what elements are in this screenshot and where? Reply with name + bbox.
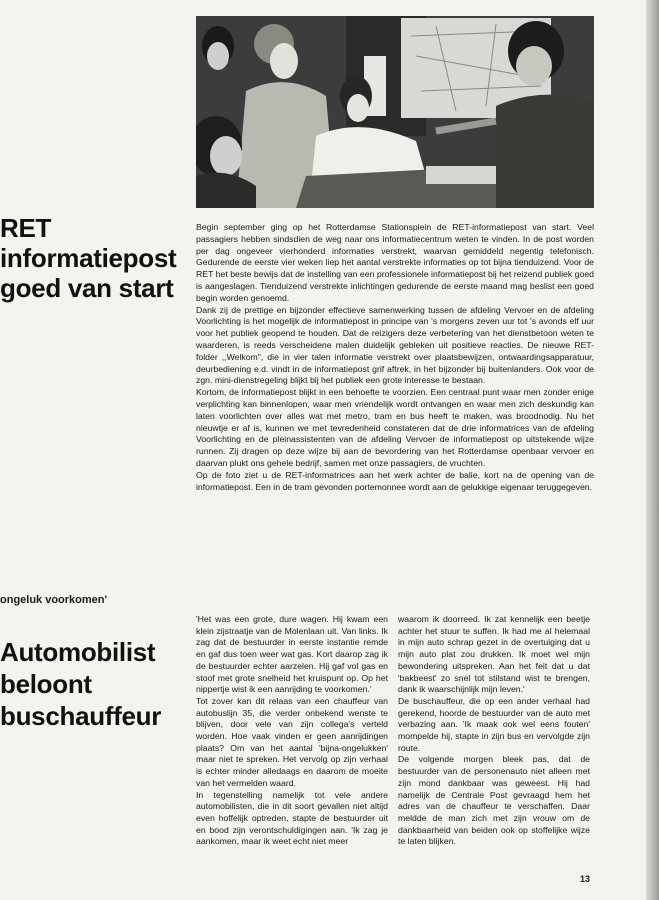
article2-kicker: ongeluk voorkomen'	[0, 594, 108, 606]
article-photo	[196, 16, 594, 208]
article1-paragraph: Dank zij de prettige en bijzonder effectieve samenwerking tussen de afdeling Vervoer en de afdeling Voorlichting is het mogelijk de informatiepost in principe van 's morgens zeven uur tot 's avonds elf uur voor het publiek geopend te houden. Dat de reizigers deze verbetering van het dienstbetoon weten te waarderen, is reeds verscheidene malen duidelijk gebleken uit positieve reacties. De nieuwe RET-folder ,,Welkom", die in vier talen informatie verstrekt over plaatsbewijzen, ontwaardingsapparatuur, deurbediening e.d. vindt in de informatiepost grif aftrek, in het bijzonder bij buitenlanders. Ook voor de zgn. mini-dienstregeling blijkt bij het publiek een grote interesse te bestaan.	[196, 304, 594, 386]
article2-column-1	[196, 614, 388, 848]
article1-paragraph: Op de foto ziet u de RET-informatrices aan het werk achter de balie, kort na de opening van de informatiepost. Een in de tram gevonden portemonnee wordt aan de gelukkige eigenaar teruggegeven.	[196, 469, 594, 492]
article2-paragraph: In tegenstelling namelijk tot vele andere automobilisten, die in dit soort gevallen niet altijd even hoffelijk optreden, stapte de bestuurder uit en bood zijn verontschuldigingen aan. 'Ik zag je aankomen, maar ik weet echt niet meer	[196, 789, 388, 847]
article2-paragraph: 'Het was een grote, dure wagen. Hij kwam een klein zijstraatje van de Molenlaan uit. Van links. Ik zag dat de bestuurder in eerste instantie remde en gaf dus toen weer wat gas. Kort daarop zag ik de bestuurder echter aarzelen. Hij gaf vol gas en stoof met grote snelheid het kruispunt op. Op het nippertje wist ik een aanrijding te voorkomen.'	[196, 614, 388, 695]
page-number: 13	[580, 874, 591, 884]
article2-column-2	[398, 614, 590, 848]
article2-paragraph: Tot zover kan dit relaas van een chauffeur van autobuslijn 35, die verder onbekend wenste te blijven, door vele van zijn collega's verteld worden. Hoe vaak vinden er geen aanrijdingen plaats? Om van het aantal 'bijna-ongelukken' maar niet te spreken. Het vervolg op zijn verhaal is echter minder alledaags en daarom de moeite van het vermelden waard.	[196, 695, 388, 788]
article2-headline: Automobilist beloont buschauffeur	[0, 637, 162, 731]
photo-info-desk-icon	[196, 16, 594, 208]
article1-headline: RET informatiepost goed van start	[0, 213, 177, 303]
article1-body	[196, 222, 594, 493]
article1-paragraph: Kortom, de informatiepost blijkt in een behoefte te voorzien. Een centraal punt waar men zonder enige verplichting kan binnenlopen, waar men vriendelijk wordt ontvangen en waar men zich deskundig kan laten voorlichten over alles wat met metro, tram en bus heeft te maken, was broodnodig. Nu het nieuwtje er af is, kunnen we met tevredenheid constateren dat de drie informatrices van de afdeling Voorlichting en de pleinassistenten van de afdeling Vervoer de informatiepost op uitstekende wijze runnen. Zij dragen op deze wijze bij aan de bevordering van het Rotterdamse openbaar vervoer en daarvan plukt ons gehele bedrijf, samen met onze passagiers, de vruchten.	[196, 387, 594, 468]
article2-paragraph: De buschauffeur, die op een ander verhaal had gerekend, hoorde de bestuurder van de auto met verbazing aan. 'Ik maak ook wel eens fouten' mompelde hij, stapte in zijn bus en vervolgde zijn route.	[398, 695, 590, 753]
article2-paragraph: waarom ik doorreed. Ik zat kennelijk een beetje achter het stuur te suffen. Ik had me al helemaal in mijn auto schrap gezet in de overtuiging dat u mijn auto plat zou drukken. Ik moet wel mijn bewondering uitspreken. Aan het feit dat u dat 'bakbeest' zo snel tot stilstand wist te brengen, dank ik waarschijnlijk mijn leven.'	[398, 614, 590, 695]
page-edge	[646, 0, 659, 900]
article1-paragraph: Begin september ging op het Rotterdamse Stationsplein de RET-informatiepost van start. Veel passagiers hebben sindsdien de weg naar ons informatiecentrum weten te vinden. In de post worden per dag ongeveer vierhonderd informaties verstrekt, waarvan gemiddeld negentig telefonisch. Gedurende de eerste vier weken liep het aantal verstrekte informaties op tot bijna tienduizend. Voor de RET het beste bewijs dat de instelling van een professionele informatiepost bij het reizend publiek goed is aangeslagen. Tienduizend verstrekte inlichtingen gedurende de eerste maand mag beslist een goed begin worden genoemd.	[196, 222, 594, 303]
article2-paragraph: De volgende morgen bleek pas, dat de bestuurder van de personenauto niet alleen met zijn mond dankbaar was geweest. Hij had namelijk de Centrale Post gevraagd hem het adres van de chauffeur te verschaffen. Daar meldde de man zich met zijn vrouw om de dankbaarheid van beiden ook op stoffelijke wijze te laten blijken.	[398, 754, 590, 847]
